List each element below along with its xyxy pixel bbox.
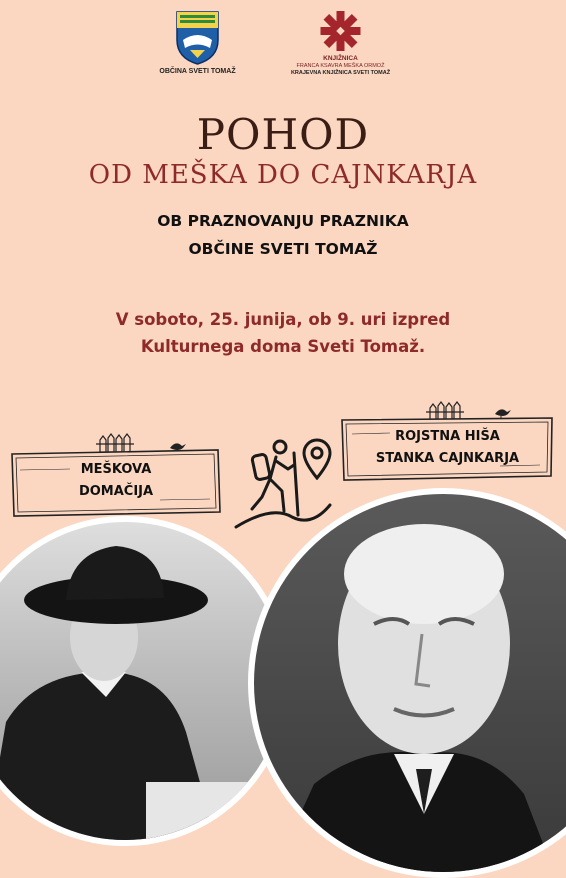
municipality-label: OBČINA SVETI TOMAŽ: [159, 68, 236, 75]
portrait-cajnkar-photo: [254, 494, 566, 872]
date-line-2: Kulturnega doma Sveti Tomaž.: [140, 337, 426, 356]
library-logo: [288, 10, 393, 85]
library-branch: KRAJEVNA KNJIŽNICA SVETI TOMAŽ: [290, 70, 391, 76]
sign-right-line-1: ROJSTNA HIŠA: [395, 429, 500, 444]
library-title: KNJIŽNICA: [323, 55, 358, 62]
page-title: POHOD: [196, 110, 370, 159]
portrait-meško-photo: [0, 522, 284, 840]
location-pin-icon: [300, 438, 334, 480]
page-subtitle: OD MEŠKA DO CAJNKARJA: [88, 160, 478, 190]
sign-left-line-1: MEŠKOVA: [80, 462, 152, 477]
event-date: [0, 306, 566, 360]
portrait-cajnkar: [248, 488, 566, 878]
sign-right-line-2: STANKA CAJNKARJA: [375, 451, 520, 466]
occasion-text: [0, 207, 566, 263]
sign-left-line-2: DOMAČIJA: [78, 484, 154, 499]
occasion-line-2: OBČINE SVETI TOMAŽ: [188, 240, 378, 258]
library-subtitle: FRANCA KSAVRA MEŠKA ORMOŽ: [296, 63, 385, 69]
portrait-meško: [0, 516, 290, 846]
sign-rojstna-hisa: [340, 400, 555, 488]
sign-meskova-domacija: [10, 432, 222, 520]
date-line-1: V soboto, 25. junija, ob 9. uri izpred: [115, 310, 451, 329]
municipality-logo: [150, 10, 245, 80]
library-star-icon: [288, 10, 393, 52]
coat-of-arms-icon: [150, 10, 245, 65]
occasion-line-1: OB PRAZNOVANJU PRAZNIKA: [157, 212, 409, 230]
